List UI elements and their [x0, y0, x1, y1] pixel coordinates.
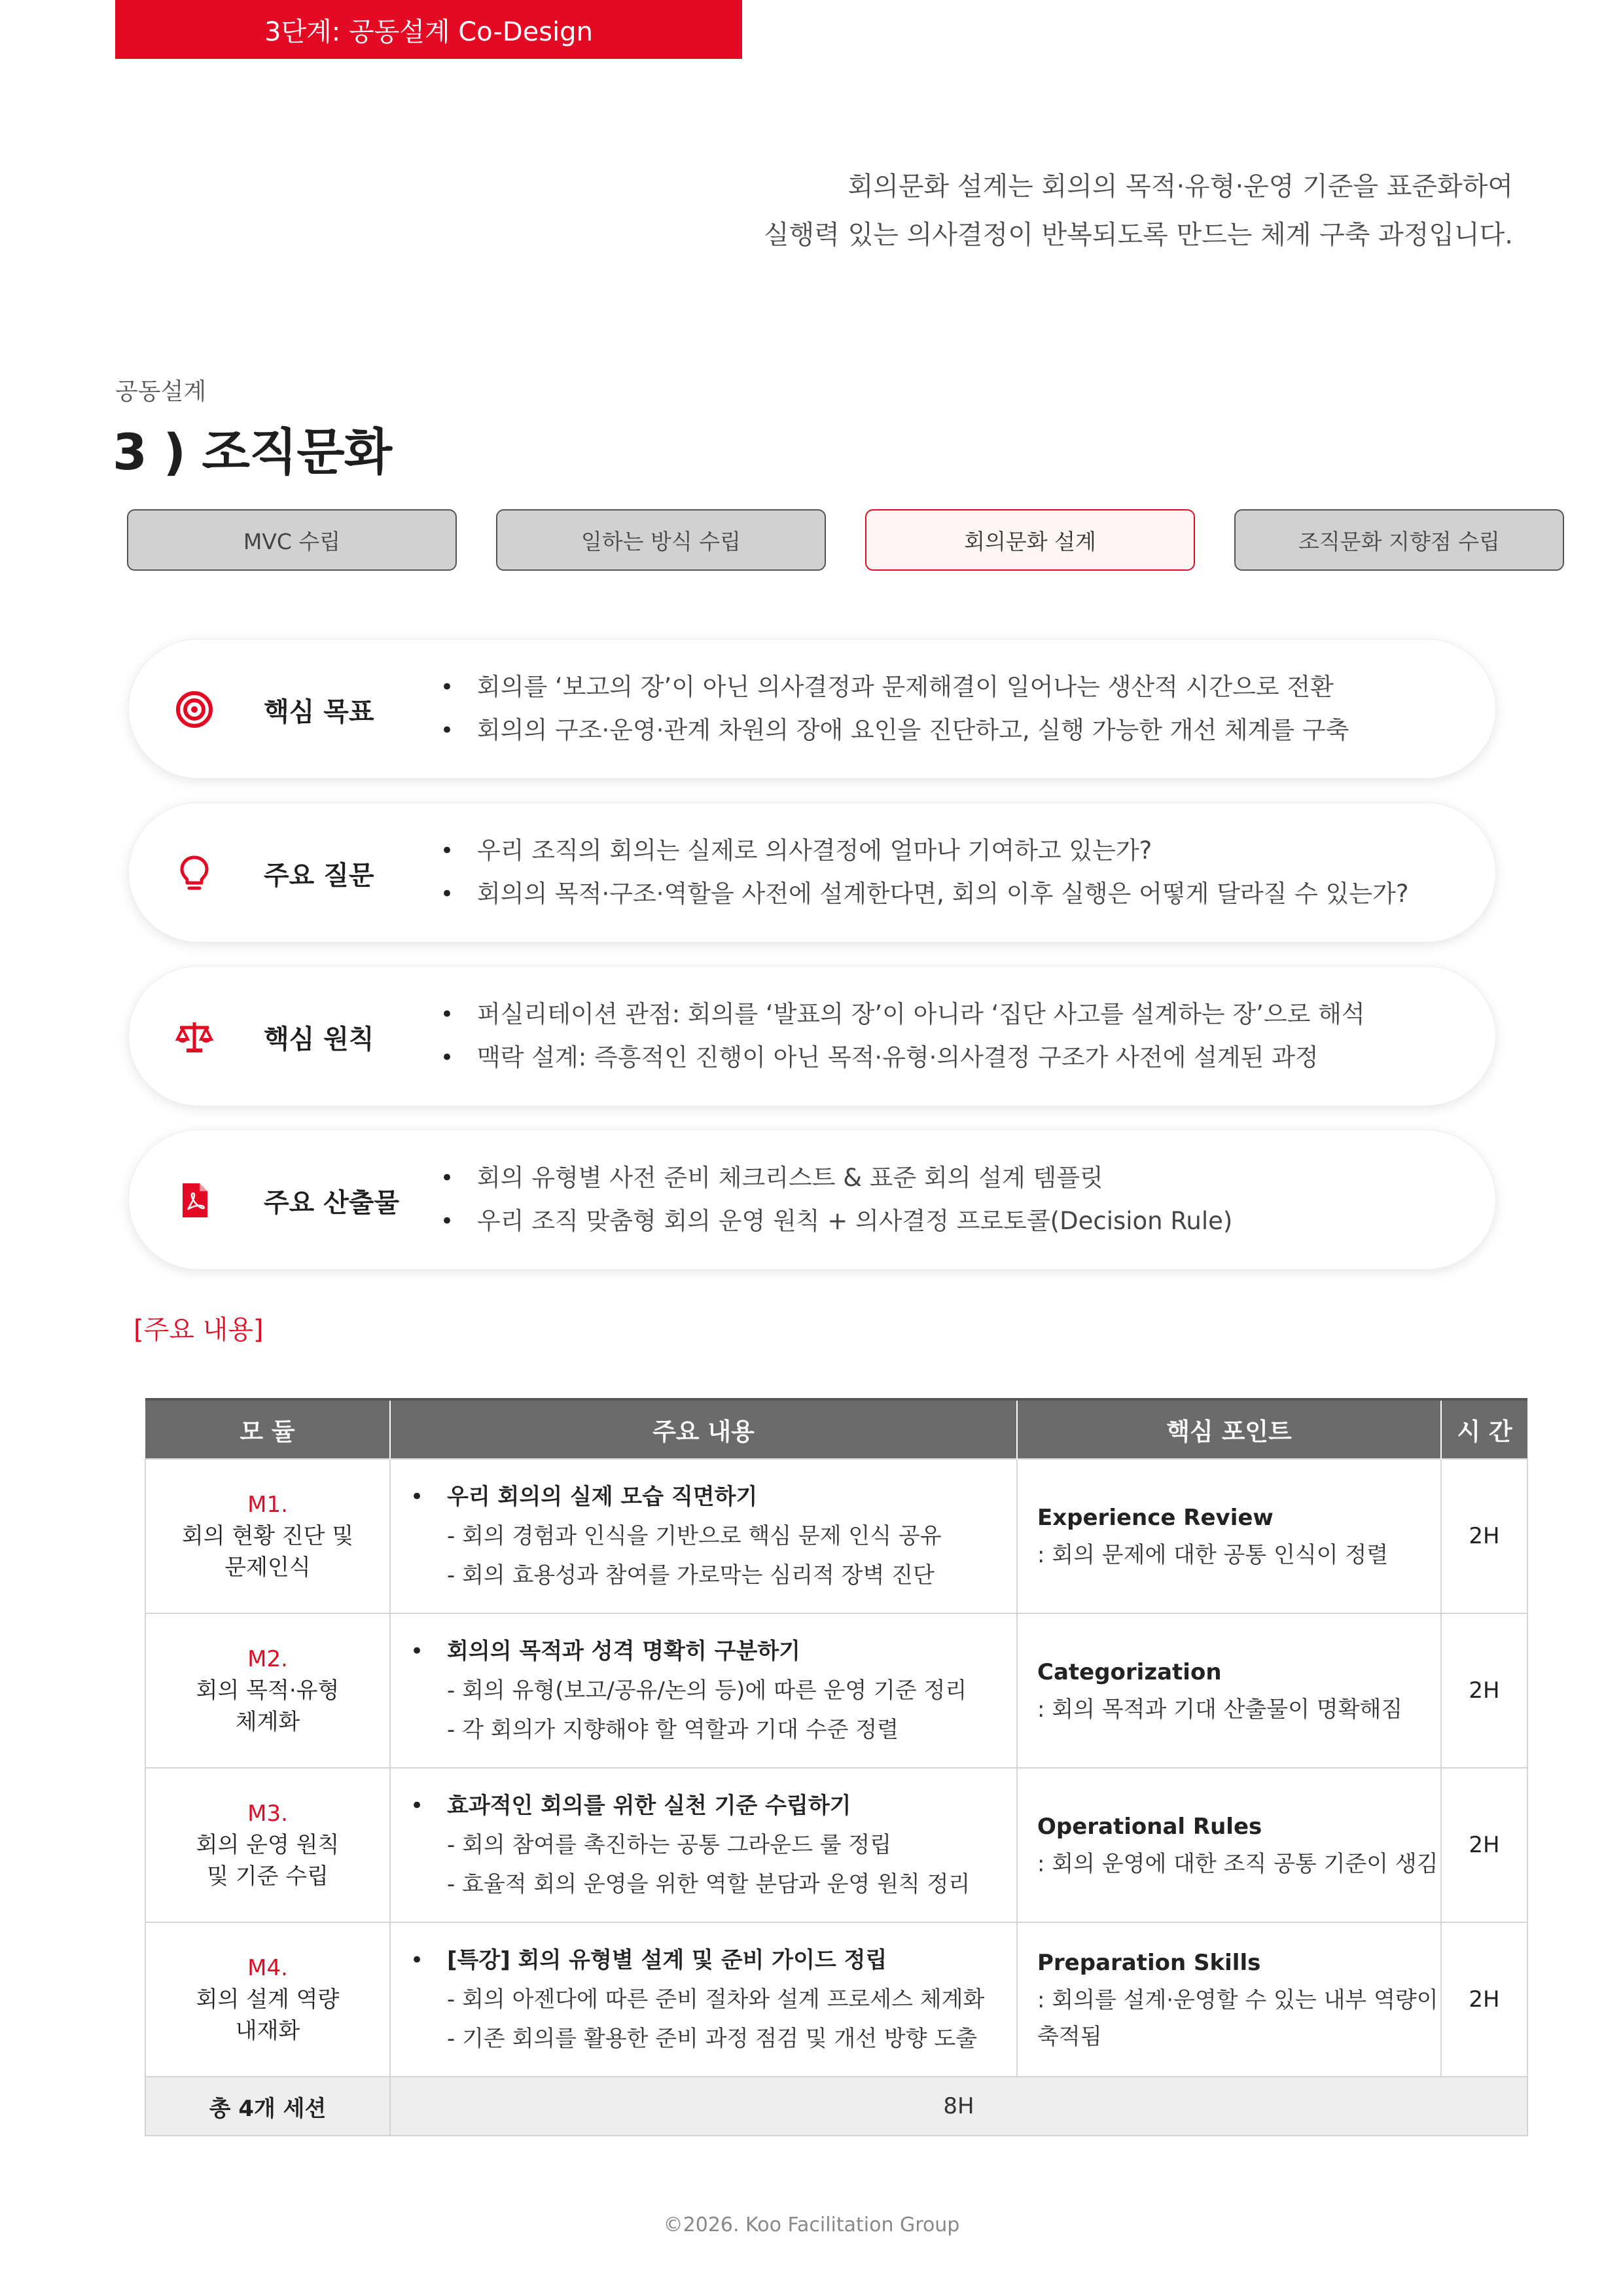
intro-text	[531, 162, 1513, 259]
module-name: 및 기준 수립	[207, 1863, 329, 1890]
intro-line-2: 실행력 있는 의사결정이 반복되도록 만드는 체계 구축 과정입니다.	[764, 220, 1513, 250]
col-header-module: 모 듈	[145, 1399, 390, 1459]
card-list	[440, 1157, 1232, 1243]
card-item: • 맥락 설계: 즉흥적인 진행이 아닌 목적·유형·의사결정 구조가 사전에 설계된 과정	[440, 1036, 1365, 1079]
time-cell: 2H	[1441, 1768, 1527, 1922]
tab-culture-direction[interactable]: 조직문화 지향점 수립	[1234, 509, 1564, 571]
tab-work-method[interactable]: 일하는 방식 수립	[496, 509, 826, 571]
card-core-principles	[128, 966, 1496, 1106]
time-cell: 2H	[1441, 1922, 1527, 2077]
content-line: - 각 회의가 지향해야 할 역할과 기대 수준 정렬	[447, 1717, 899, 1743]
card-list	[440, 829, 1409, 916]
content-line: - 회의 경험과 인식을 기반으로 핵심 문제 인식 공유	[447, 1523, 942, 1549]
module-name: 문제인식	[224, 1554, 311, 1581]
card-item: • 회의의 목적·구조·역할을 사전에 설계한다면, 회의 이후 실행은 어떻게 달라질 수 있는가?	[440, 872, 1409, 916]
module-name: 회의 설계 역량	[196, 1986, 340, 2013]
content-title: • 우리 회의의 실제 모습 직면하기	[410, 1477, 1016, 1516]
point-cell	[1017, 1922, 1441, 2077]
module-name: 회의 목적·유형	[196, 1677, 340, 1704]
table-row	[145, 1922, 1527, 2077]
content-line: - 회의 참여를 촉진하는 공통 그라운드 룰 정립	[447, 1832, 892, 1858]
point-desc: : 회의 목적과 기대 산출물이 명확해짐	[1037, 1696, 1403, 1723]
card-item: • 회의의 구조·운영·관계 차원의 장애 요인을 진단하고, 실행 가능한 개선 체계를 구축	[440, 709, 1349, 752]
card-label: 주요 산출물	[264, 1187, 400, 1218]
main-content-subheading: [주요 내용]	[134, 1315, 264, 1345]
tab-meeting-culture[interactable]: 회의문화 설계	[865, 509, 1195, 571]
content-title: • 효과적인 회의를 위한 실천 기준 수립하기	[410, 1786, 1016, 1825]
intro-line-1: 회의문화 설계는 회의의 목적·유형·운영 기준을 표준화하여	[847, 171, 1513, 202]
point-title: Preparation Skills	[1037, 1950, 1261, 1976]
content-cell	[390, 1922, 1017, 2077]
point-cell	[1017, 1459, 1441, 1613]
stage-label: 3단계: 공동설계 Co-Design	[264, 16, 593, 47]
col-header-content: 주요 내용	[390, 1399, 1017, 1459]
content-title: • 회의의 목적과 성격 명확히 구분하기	[410, 1632, 1016, 1671]
point-title: Experience Review	[1037, 1505, 1274, 1531]
point-desc: : 회의 문제에 대한 공통 인식이 정렬	[1037, 1542, 1389, 1568]
module-cell	[145, 1922, 390, 2077]
card-label: 핵심 목표	[264, 696, 374, 727]
table-total-row	[145, 2077, 1527, 2136]
point-cell	[1017, 1768, 1441, 1922]
card-list	[440, 993, 1365, 1079]
module-code: M2.	[247, 1646, 288, 1672]
content-cell	[390, 1459, 1017, 1613]
card-item: • 우리 조직의 회의는 실제로 의사결정에 얼마나 기여하고 있는가?	[440, 829, 1409, 872]
stage-banner	[115, 0, 742, 59]
point-desc: : 회의 운영에 대한 조직 공통 기준이 생김	[1037, 1851, 1438, 1877]
module-cell	[145, 1459, 390, 1613]
content-title: • [특강] 회의 유형별 설계 및 준비 가이드 정립	[410, 1941, 1016, 1980]
table-header-row	[145, 1399, 1527, 1459]
section-eyebrow: 공동설계	[115, 378, 207, 405]
module-name: 체계화	[235, 1709, 300, 1735]
tab-bar	[127, 509, 1565, 571]
point-desc: : 회의를 설계·운영할 수 있는 내부 역량이 축적됨	[1037, 1987, 1438, 2050]
table-row	[145, 1613, 1527, 1768]
card-item: • 우리 조직 맞춤형 회의 운영 원칙 + 의사결정 프로토콜(Decision Rule)	[440, 1200, 1232, 1243]
card-item: • 회의를 ‘보고의 장’이 아닌 의사결정과 문제해결이 일어나는 생산적 시간으로 전환	[440, 666, 1349, 709]
col-header-point: 핵심 포인트	[1017, 1399, 1441, 1459]
card-label: 핵심 원칙	[264, 1024, 374, 1054]
card-list	[440, 666, 1349, 752]
footer-copyright: ©2026. Koo Facilitation Group	[663, 2214, 960, 2236]
col-header-time: 시 간	[1441, 1399, 1527, 1459]
total-label: 총 4개 세션	[145, 2077, 390, 2136]
card-label: 주요 질문	[264, 860, 374, 891]
module-code: M3.	[247, 1801, 288, 1827]
module-cell	[145, 1613, 390, 1768]
program-table	[145, 1398, 1528, 2136]
target-icon	[175, 690, 214, 729]
time-cell: 2H	[1441, 1459, 1527, 1613]
card-item: • 회의 유형별 사전 준비 체크리스트 & 표준 회의 설계 템플릿	[440, 1157, 1232, 1200]
point-title: Operational Rules	[1037, 1814, 1262, 1840]
module-code: M4.	[247, 1955, 288, 1981]
content-cell	[390, 1613, 1017, 1768]
table-row	[145, 1768, 1527, 1922]
module-name: 회의 운영 원칙	[196, 1832, 340, 1858]
content-line: - 효율적 회의 운영을 위한 역할 분담과 운영 원칙 정리	[447, 1871, 971, 1897]
module-code: M1.	[247, 1492, 288, 1518]
time-cell: 2H	[1441, 1613, 1527, 1768]
card-key-deliverables	[128, 1130, 1496, 1270]
content-line: - 회의 아젠다에 따른 준비 절차와 설계 프로세스 체계화	[447, 1986, 985, 2013]
card-item: • 퍼실리테이션 관점: 회의를 ‘발표의 장’이 아니라 ‘집단 사고를 설계하는 장’으로 해석	[440, 993, 1365, 1036]
card-core-goal	[128, 639, 1496, 779]
content-cell	[390, 1768, 1017, 1922]
module-name: 회의 현황 진단 및	[181, 1523, 354, 1549]
lightbulb-icon	[175, 853, 214, 893]
point-cell	[1017, 1613, 1441, 1768]
tab-mvc[interactable]: MVC 수립	[127, 509, 457, 571]
section-title: 3 ) 조직문화	[113, 423, 392, 481]
content-line: - 회의 효용성과 참여를 가로막는 심리적 장벽 진단	[447, 1562, 935, 1588]
pdf-file-icon	[175, 1181, 214, 1220]
content-line: - 기존 회의를 활용한 준비 과정 점검 및 개선 방향 도출	[447, 2026, 978, 2052]
module-cell	[145, 1768, 390, 1922]
module-name: 내재화	[235, 2018, 300, 2044]
point-title: Categorization	[1037, 1659, 1222, 1685]
card-key-questions	[128, 802, 1496, 942]
scale-icon	[175, 1017, 214, 1056]
table-row	[145, 1459, 1527, 1613]
content-line: - 회의 유형(보고/공유/논의 등)에 따른 운영 기준 정리	[447, 1677, 967, 1704]
total-value: 8H	[390, 2077, 1527, 2136]
